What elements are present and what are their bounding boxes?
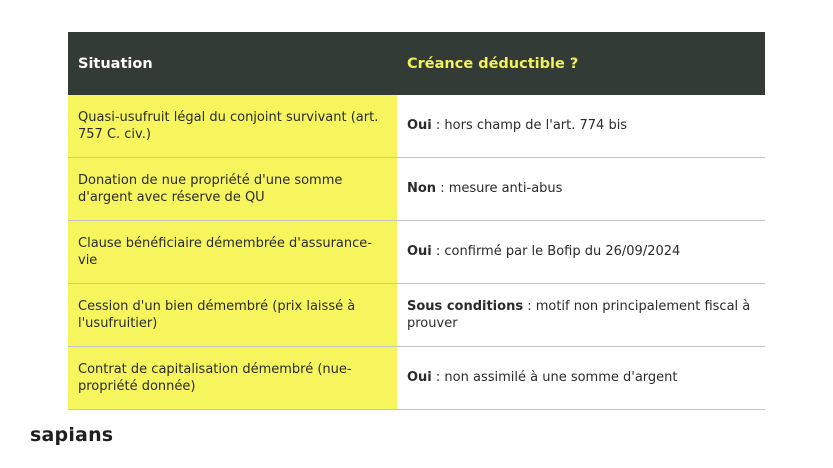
table-row	[68, 284, 765, 347]
deductible-cell	[397, 347, 765, 409]
table-row	[68, 221, 765, 284]
deductibility-table	[68, 32, 765, 410]
situation-cell: Clause bénéficiaire démembrée d'assurance-vie	[68, 221, 397, 283]
verdict-detail: : mesure anti-abus	[436, 181, 563, 197]
verdict-detail: : hors champ de l'art. 774 bis	[431, 118, 628, 134]
deductible-cell	[397, 221, 765, 283]
verdict-label: Oui	[407, 118, 432, 134]
deductible-cell	[397, 95, 765, 157]
table-header	[68, 32, 765, 95]
verdict-label: Oui	[407, 244, 432, 260]
table-row	[68, 347, 765, 410]
verdict-label: Sous conditions	[407, 298, 524, 314]
verdict-detail: : confirmé par le Bofip du 26/09/2024	[431, 244, 681, 260]
situation-cell: Cession d'un bien démembré (prix laissé à l'usufruitier)	[68, 284, 397, 346]
situation-cell: Quasi-usufruit légal du conjoint survivant (art. 757 C. civ.)	[68, 95, 397, 157]
verdict-detail: : motif non principalement fiscal à prouver	[407, 298, 751, 331]
sapians-logo: sapians	[30, 424, 114, 446]
deductible-cell	[397, 158, 765, 220]
verdict-label: Oui	[407, 370, 432, 386]
header-creance-deductible: Créance déductible ?	[407, 55, 579, 72]
deductible-cell	[397, 284, 765, 346]
verdict-label: Non	[407, 181, 437, 197]
situation-cell: Contrat de capitalisation démembré (nue-propriété donnée)	[68, 347, 397, 409]
situation-cell: Donation de nue propriété d'une somme d'argent avec réserve de QU	[68, 158, 397, 220]
table-row	[68, 158, 765, 221]
verdict-detail: : non assimilé à une somme d'argent	[431, 370, 678, 386]
header-situation: Situation	[78, 55, 153, 72]
table-row	[68, 95, 765, 158]
